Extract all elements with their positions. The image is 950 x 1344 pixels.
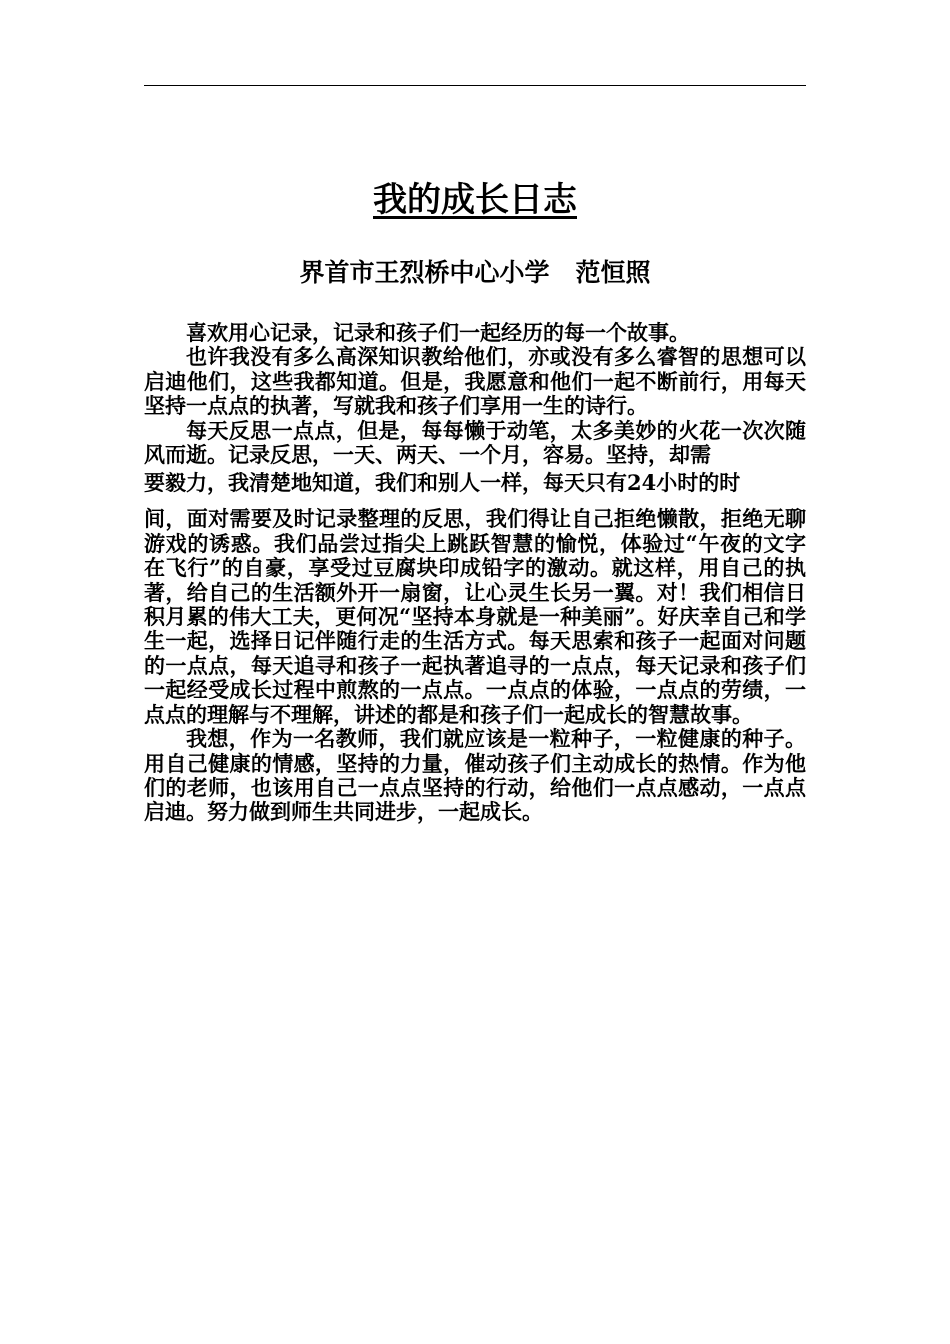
header-rule (144, 85, 806, 86)
author-line: 界首市王烈桥中心小学 范恒照 (299, 258, 651, 287)
paragraph-1: 喜欢用心记录，记录和孩子们一起经历的每一个故事。 (186, 320, 690, 345)
document-body (144, 321, 806, 825)
paragraph-4: 我想，作为一名教师，我们就应该是一粒种子，一粒健康的种子。用自己健康的情感，坚持的力量，催动孩子们主动成长的热情。作为他们的老师，也该用自己一点点坚持的行动，给他们一点点感动，一点点启迪。努力做到师生共同进步，一起成长。 (144, 726, 806, 825)
paragraph-3-continued: 间，面对需要及时记录整理的反思，我们得让自己拒绝懒散，拒绝无聊游戏的诱惑。我们品尝过指尖上跳跃智慧的愉悦，体验过“午夜的文字在飞行”的自豪，享受过豆腐块印成铅字的激动。就这样，用自己的执著，给自己的生活额外开一扇窗，让心灵生长另一翼。对！我们相信日积月累的伟大工夫，更何况“坚持本身就是一种美丽”。好庆幸自己和学生一起，选择日记伴随行走的生活方式。每天思索和孩子一起面对问题的一点点，每天追寻和孩子一起执著追寻的一点点，每天记录和孩子们一起经受成长过程中煎熬的一点点。一点点的体验，一点点的劳绩，一点点的理解与不理解，讲述的都是和孩子们一起成长的智慧故事。 (144, 506, 806, 727)
paragraph-2: 也许我没有多么高深知识教给他们，亦或没有多么睿智的思想可以启迪他们，这些我都知道。但是，我愿意和他们一起不断前行，用每天坚持一点点的执著，写就我和孩子们享用一生的诗行。 (144, 344, 806, 419)
paragraph-3-continued-line: 要毅力，我清楚地知道，我们和别人一样，每天只有24小时的时 (144, 470, 741, 496)
paragraph-3: 每天反思一点点，但是，每每懒于动笔，太多美妙的火花一次次随风而逝。记录反思，一天、两天、一个月，容易。坚持，却需 (144, 417, 806, 468)
document-title: 我的成长日志 (373, 180, 577, 220)
